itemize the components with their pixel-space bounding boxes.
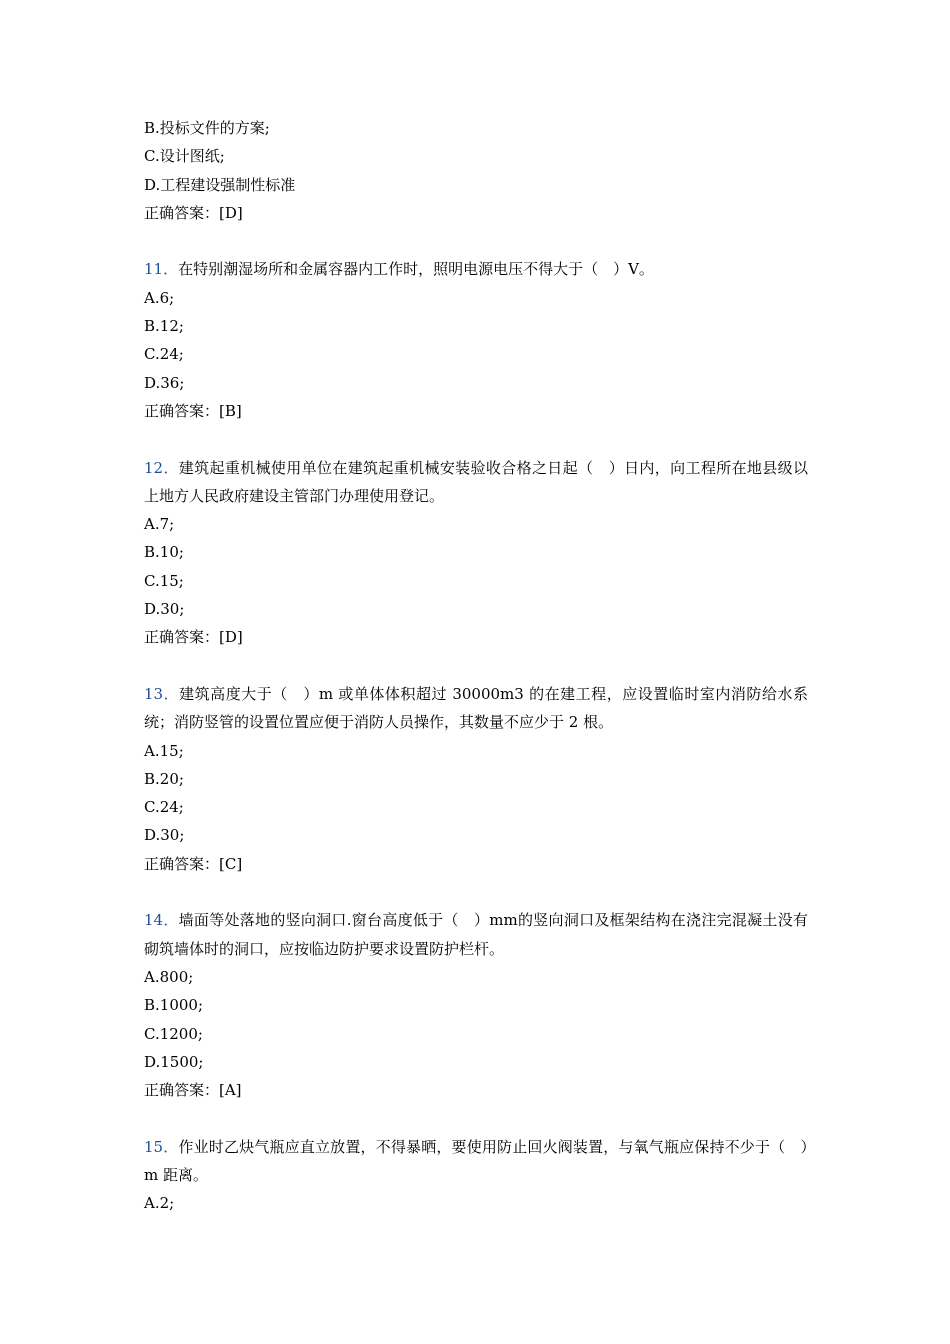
answer: 正确答案：[D]: [144, 203, 243, 222]
option-b: B.20;: [144, 769, 184, 788]
option-d: D.1500;: [144, 1052, 204, 1071]
spacer: [144, 227, 814, 255]
question-number: 13．: [144, 684, 180, 703]
option-c: C.设计图纸;: [144, 147, 225, 166]
spacer: [144, 425, 814, 453]
question-stem: [144, 680, 808, 737]
option-d: D.工程建设强制性标准: [144, 175, 296, 194]
option-a: A.6;: [144, 288, 175, 307]
option-b: B.1000;: [144, 996, 204, 1015]
option-b: B.投标文件的方案;: [144, 119, 270, 137]
question-number: 12．: [144, 458, 179, 477]
answer: 正确答案：[B]: [144, 401, 242, 420]
question-text: 在特别潮湿场所和金属容器内工作时，照明电源电压不得大于（ ）V。: [178, 260, 654, 279]
question-number: 15．: [144, 1137, 179, 1156]
spacer: [144, 878, 814, 906]
question-stem: [144, 454, 808, 511]
question-14: [144, 906, 814, 1104]
question-13: [144, 680, 814, 878]
option-d: D.36;: [144, 373, 185, 392]
question-text: 建筑高度大于（ ）m 或单体体积超过 30000m3 的在建工程，应设置临时室内消防给水系统；消防竖管的设置位置应便于消防人员操作，其数量不应少于 2 根。: [144, 684, 808, 732]
question-10-tail: [144, 114, 814, 227]
option-c: C.1200;: [144, 1024, 203, 1043]
spacer: [144, 1104, 814, 1132]
option-a: A.800;: [144, 967, 194, 986]
option-c: C.15;: [144, 571, 184, 590]
option-b: B.12;: [144, 317, 184, 336]
question-15: [144, 1133, 814, 1218]
question-stem: [144, 255, 808, 283]
question-list: [144, 114, 814, 1218]
answer: 正确答案：[D]: [144, 628, 243, 647]
option-a: A.15;: [144, 741, 184, 760]
answer: 正确答案：[C]: [144, 854, 243, 873]
question-stem: [144, 906, 808, 963]
question-text: 建筑起重机械使用单位在建筑起重机械安装验收合格之日起（ ）日内，向工程所在地县级以上地方人民政府建设主管部门办理使用登记。: [144, 458, 808, 505]
question-text: 墙面等处落地的竖向洞口.窗台高度低于（ ）mm的竖向洞口及框架结构在浇注完混凝土没有砌筑墙体时的洞口，应按临边防护要求设置防护栏杆。: [144, 911, 808, 958]
spacer: [144, 652, 814, 680]
option-c: C.24;: [144, 798, 184, 817]
option-b: B.10;: [144, 543, 184, 562]
option-a: A.2;: [144, 1194, 175, 1213]
question-12: [144, 454, 814, 652]
question-text: 作业时乙炔气瓶应直立放置，不得暴晒，要使用防止回火阀装置，与氧气瓶应保持不少于（ ）m 距离。: [144, 1137, 808, 1184]
option-d: D.30;: [144, 826, 185, 845]
option-d: D.30;: [144, 600, 185, 619]
question-11: [144, 255, 814, 425]
option-c: C.24;: [144, 345, 184, 364]
question-stem: [144, 1133, 808, 1190]
question-number: 14．: [144, 911, 179, 930]
question-number: 11．: [144, 260, 179, 279]
answer: 正确答案：[A]: [144, 1081, 242, 1100]
option-a: A.7;: [144, 515, 175, 534]
